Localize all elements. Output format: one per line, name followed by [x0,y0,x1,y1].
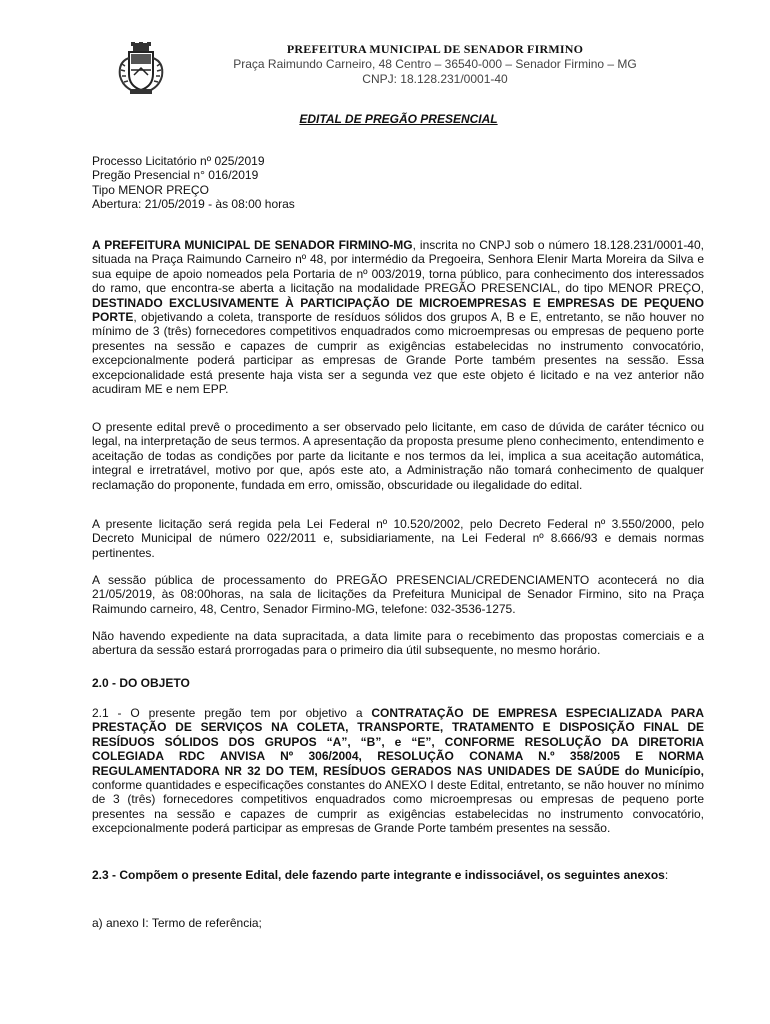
paragraph-legislation: A presente licitação será regida pela Lei Federal nº 10.520/2002, pelo Decreto Federal nº 3.550/2000, pelo Decreto Municipal de número 022/2011 e, subsidiariamente, na Lei Federal nº 8.666/93 e demais normas pertinentes. [92,517,704,560]
section-2-1-text-1: 2.1 - O presente pregão tem por objetivo a [92,706,372,720]
section-2-3-text: : [664,868,669,882]
intro-bold-1: A PREFEITURA MUNICIPAL DE SENADOR FIRMINO-MG [92,238,413,252]
section-heading-objeto: 2.0 - DO OBJETO [92,676,190,690]
section-2-3-paragraph [92,868,704,882]
document-title: EDITAL DE PREGÃO PRESENCIAL [299,112,498,126]
paragraph-no-business-day: Não havendo expediente na data supracitada, a data limite para o recebimento das propostas comerciais e a abertura da sessão estará prorrogadas para o primeiro dia útil subsequente, no mesmo horário. [92,629,704,658]
intro-bold-2: DESTINADO EXCLUSIVAMENTE À PARTICIPAÇÃO DE MICROEMPRESAS E EMPRESAS DE PEQUENO PORTE [92,295,704,325]
section-2-3-bold: 2.3 - Compõem o presente Edital, dele fazendo parte integrante e indissociável, os seguintes anexos [92,868,665,882]
paragraph-procedure: O presente edital prevê o procedimento a ser observado pelo licitante, em caso de dúvida de caráter técnico ou legal, na interpretação de seus termos. A apresentação da proposta presume pleno conhecimento, entendimento e aceitação de todas as condições por parte da licitante e nos termos da lei, implica a sua aceitação automática, integral e irretratável, motivo por que, após este ato, a Administração não tomará conhecimento de qualquer reclamação do proponente, fundada em erro, omissão, obscuridade ou ilegalidade do edital. [92,420,704,492]
opening-date: Abertura: 21/05/2019 - às 08:00 horas [92,197,295,212]
section-2-1-text-2: conforme quantidades e especificações constantes do ANEXO I deste Edital, entretanto, se não houver no mínimo de 3 (três) fornecedores competitivos enquadrados como microempresas ou empresas de pequeno porte presentes na sessão e capazes de cumprir as exigências estabelecidas no instrumento convocatório, excepcionalmente poderá participar as empresas de Grande Porte também presentes na sessão. [92,778,704,836]
process-info [92,154,704,212]
paragraph-public-session: A sessão pública de processamento do PREGÃO PRESENCIAL/CREDENCIAMENTO acontecerá no dia 21/05/2019, às 08:00horas, na sala de licitações da Prefeitura Municipal de Senador Firmino, sito na Praça Raimundo carneiro, 48, Centro, Senador Firmino-MG, telefone: 032-3536-1275. [92,573,704,616]
auction-type: Tipo MENOR PREÇO [92,182,209,197]
intro-paragraph [92,238,704,396]
municipality-title: PREFEITURA MUNICIPAL DE SENADOR FIRMINO [286,42,584,56]
intro-text-1: , inscrita no CNPJ sob o número 18.128.231/0001-40, situada na Praça Raimundo Carneiro nº 48, por intermédio da Pregoeira, Senhora Elenir Marta Moreira da Silva e sua equipe de apoio nomeados pela Portaria de nº 003/2019, torna público, para conhecimento dos interessados do ramo, que encontra-se aberta a licitação na modalidade PREGÃO PRESENCIAL, do tipo MENOR PREÇO, [92,238,704,296]
section-2-1-bold: CONTRATAÇÃO DE EMPRESA ESPECIALIZADA PARA PRESTAÇÃO DE SERVIÇOS NA COLETA, TRANSPORTE, TRATAMENTO E DISPOSIÇÃO FINAL DE RESÍDUOS SÓLIDOS DOS GRUPOS “A”, “B”, e “E”, CONFORME RESOLUÇÃO DA DIRETORIA COLEGIADA RDC ANVISA Nº 306/2004, RESOLUÇÃO CONAMA N.º 358/2005 E NORMA REGULAMENTADORA NR 32 DO TEM, RESÍDUOS GERADOS NAS UNIDADES DE SAÚDE do Município, [92,706,705,778]
municipality-address: Praça Raimundo Carneiro, 48 Centro – 36540-000 – Senador Firmino – MG [233,57,637,71]
annex-item-a: a) anexo I: Termo de referência; [92,916,262,930]
process-number: Processo Licitatório nº 025/2019 [92,154,265,168]
municipality-cnpj: CNPJ: 18.128.231/0001-40 [362,72,508,86]
auction-number: Pregão Presencial n° 016/2019 [92,168,259,183]
municipal-coat-of-arms-icon [116,42,166,96]
section-2-1-paragraph [92,706,704,836]
intro-text-2: , objetivando a coleta, transporte de resíduos sólidos dos grupos A, B e E, entretanto, se não houver no mínimo de 3 (três) fornecedores competitivos enquadrados como microempresas ou empresas de pequeno porte presentes na sessão e capazes de cumprir as exigências estabelecidas no instrumento convocatório, excepcionalmente poderá participar as empresas de Grande Porte também presentes na sessão. Essa excepcionalidade está presente haja vista ser a segunda vez que este objeto é licitado e na vez anterior não acudiram ME e nem EPP. [92,310,704,397]
